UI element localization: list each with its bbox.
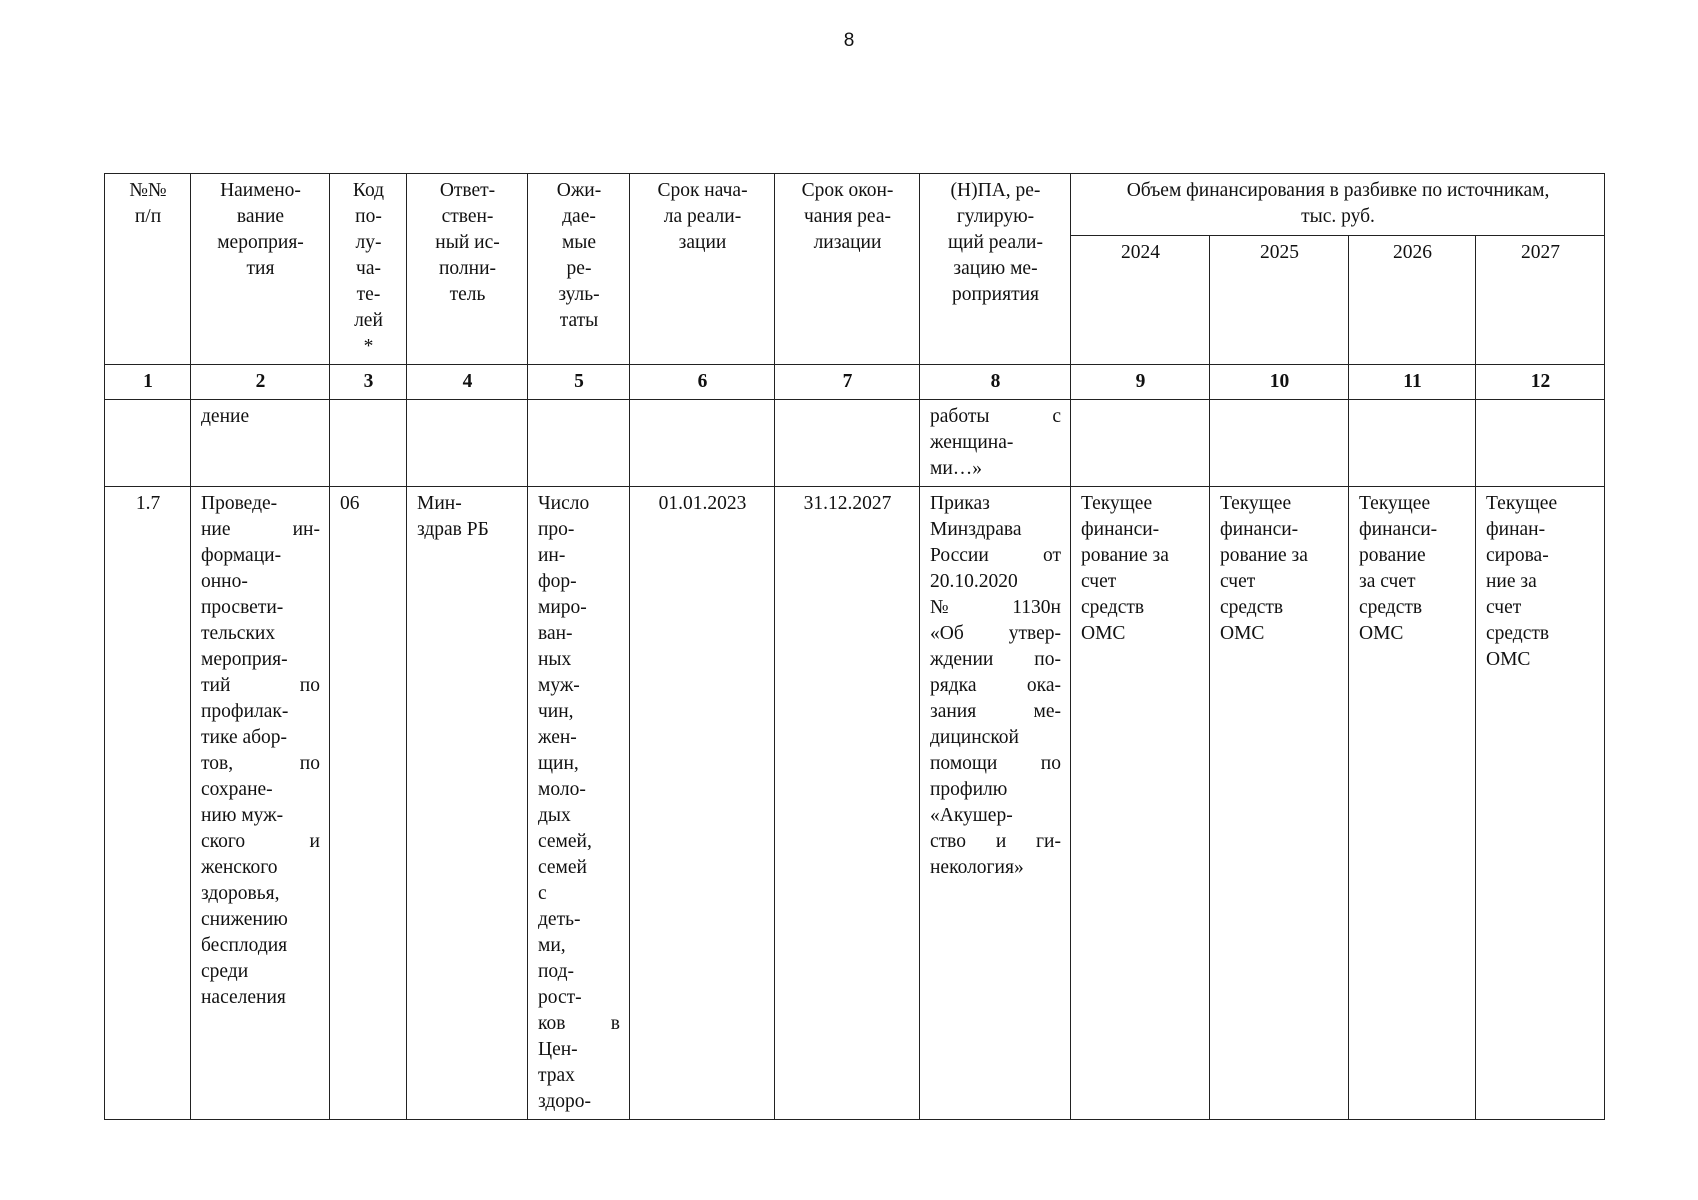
funding-2027: Текущее финан- сирова- ние за счет средств ОМС: [1476, 487, 1605, 1120]
column-number: 11: [1349, 365, 1476, 400]
recipient-code: [330, 400, 407, 487]
executor: [407, 400, 528, 487]
measure-name: дение: [191, 400, 330, 487]
end-date: 31.12.2027: [775, 487, 920, 1120]
funding-2025: Текущее финанси- рование за счет средств ОМС: [1210, 487, 1349, 1120]
executor: Мин- здрав РБ: [407, 487, 528, 1120]
column-number: 9: [1071, 365, 1210, 400]
column-number: 4: [407, 365, 528, 400]
header-measure-name: Наимено- вание мероприя- тия: [191, 174, 330, 365]
funding-2024: Текущее финанси- рование за счет средств ОМС: [1071, 487, 1210, 1120]
funding-2026: Текущее финанси- рование за счет средств ОМС: [1349, 487, 1476, 1120]
start-date: 01.01.2023: [630, 487, 775, 1120]
column-number: 12: [1476, 365, 1605, 400]
column-number: 7: [775, 365, 920, 400]
table-row: [105, 400, 1605, 487]
column-number: 2: [191, 365, 330, 400]
column-number: 1: [105, 365, 191, 400]
row-number: 1.7: [105, 487, 191, 1120]
header-year-2025: 2025: [1210, 235, 1349, 364]
header-regulation: (Н)ПА, ре- гулирую- щий реали- зацию ме- роприятия: [920, 174, 1071, 365]
row-number: [105, 400, 191, 487]
measures-table: [104, 173, 1605, 1120]
funding-2025: [1210, 400, 1349, 487]
start-date: [630, 400, 775, 487]
regulation: работы с женщина- ми…»: [920, 400, 1071, 487]
page-number: 8: [843, 30, 855, 51]
column-numbers-row: [105, 365, 1605, 400]
measure-name: Проведе- ние ин- формаци- онно- просвети- тельских мероприя- тий по профилак- тике абор- тов, по сохране- нию муж- ского и женского здоровья, снижению бесплодия среди населения: [191, 487, 330, 1120]
header-end-date: Срок окон- чания реа- лизации: [775, 174, 920, 365]
recipient-code: 06: [330, 487, 407, 1120]
end-date: [775, 400, 920, 487]
header-year-2027: 2027: [1476, 235, 1605, 364]
column-number: 3: [330, 365, 407, 400]
header-number: №№ п/п: [105, 174, 191, 365]
header-year-2024: 2024: [1071, 235, 1210, 364]
header-expected-results: Ожи- дае- мые ре- зуль- таты: [528, 174, 630, 365]
regulation: Приказ Минздрава России от 20.10.2020 № 1130н «Об утвер- ждении по- рядка ока- зания ме- дицинской помощи по профилю «Акушер- ство и ги- некология»: [920, 487, 1071, 1120]
column-number: 10: [1210, 365, 1349, 400]
table-header-row: [105, 174, 1605, 236]
expected-results: Число про- ин- фор- миро- ван- ных муж- чин, жен- щин, моло- дых семей, семей с деть- ми, под- рост- ков в Цен- трах здоро-: [528, 487, 630, 1120]
funding-2027: [1476, 400, 1605, 487]
header-year-2026: 2026: [1349, 235, 1476, 364]
header-start-date: Срок нача- ла реали- зации: [630, 174, 775, 365]
funding-2026: [1349, 400, 1476, 487]
column-number: 5: [528, 365, 630, 400]
header-recipient-code: Код по- лу- ча- те- лей *: [330, 174, 407, 365]
header-executor: Ответ- ствен- ный ис- полни- тель: [407, 174, 528, 365]
funding-2024: [1071, 400, 1210, 487]
header-funding: Объем финансирования в разбивке по источникам, тыс. руб.: [1071, 174, 1605, 236]
column-number: 6: [630, 365, 775, 400]
column-number: 8: [920, 365, 1071, 400]
table-row: [105, 487, 1605, 1120]
expected-results: [528, 400, 630, 487]
